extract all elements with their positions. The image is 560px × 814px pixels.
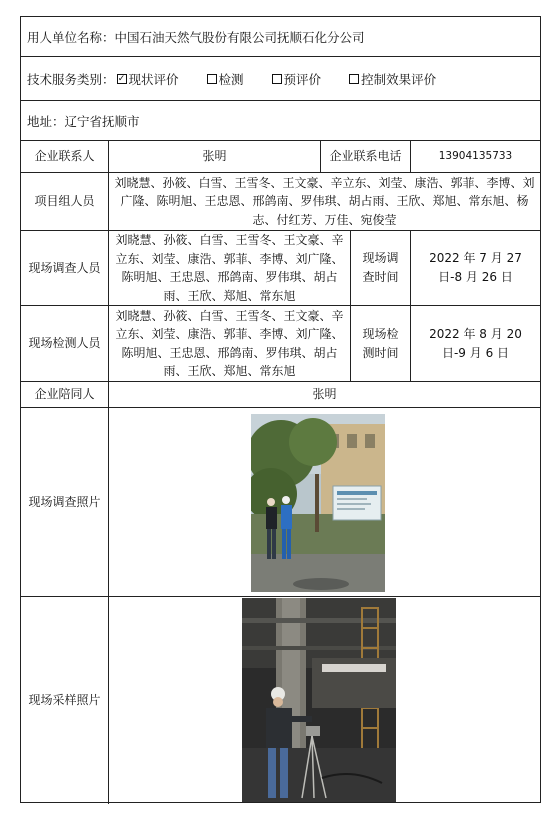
phone-label: 企业联系电话 [321, 141, 411, 172]
escort-row [21, 382, 540, 408]
survey-photo-image [251, 414, 385, 592]
option-label: 预评价 [283, 71, 322, 87]
escort-name: 张明 [312, 387, 337, 401]
sampling-photo [242, 598, 396, 802]
survey-time-label: 现场调查时间 [351, 231, 411, 305]
info-table [20, 16, 541, 803]
address-row [21, 101, 540, 141]
employer-row [21, 17, 540, 57]
service-row [21, 57, 540, 101]
option-detection[interactable] [207, 70, 244, 88]
testing-time-label: 现场检测时间 [351, 306, 411, 381]
checkbox-empty-icon [272, 74, 282, 84]
sampling-photo-label: 现场采样照片 [21, 597, 109, 804]
phone-value: 13904135733 [438, 150, 513, 162]
option-status-evaluation[interactable] [117, 70, 179, 88]
survey-photo [251, 414, 385, 592]
checkbox-checked-icon: ✓ [117, 73, 126, 84]
survey-time: 2022 年 7 月 27 日-8 月 26 日 [429, 251, 522, 284]
testing-members: 刘晓慧、孙筱、白雪、王雪冬、王文豪、辛立东、刘莹、康浩、郭菲、李博、刘广隆、陈明旭、王忠恩、邢鸽南、罗伟琪、胡占雨、王欣、郑旭、常东旭 [109, 306, 351, 381]
survey-row [21, 231, 540, 306]
option-label: 现状评价 [128, 71, 179, 87]
testing-time: 2022 年 8 月 20 日-9 月 6 日 [429, 326, 522, 360]
contact-name: 张明 [109, 141, 321, 172]
survey-photo-row [21, 408, 540, 597]
address-label: 地址： [27, 113, 65, 129]
service-cell [21, 57, 540, 100]
survey-photo-label: 现场调查照片 [21, 408, 109, 596]
contact-row [21, 141, 540, 173]
team-members: 刘晓慧、孙筱、白雪、王雪冬、王文豪、辛立东、刘莹、康浩、郭菲、李博、刘广隆、陈明旭、王忠恩、邢鸽南、罗伟琪、胡占雨、王欣、郑旭、常东旭、杨志、付红芳、万佳、宛俊莹 [114, 175, 535, 227]
sampling-photo-cell [109, 597, 540, 804]
employer-label: 用人单位名称： [27, 29, 115, 45]
survey-members: 刘晓慧、孙筱、白雪、王雪冬、王文豪、辛立东、刘莹、康浩、郭菲、李博、刘广隆、陈明旭、王忠恩、邢鸽南、罗伟琪、胡占雨、王欣、郑旭、常东旭 [109, 231, 351, 305]
survey-label: 现场调查人员 [21, 231, 109, 305]
testing-row [21, 306, 540, 382]
survey-photo-cell [109, 408, 540, 596]
employer-cell [21, 17, 540, 56]
checkbox-empty-icon [349, 74, 359, 84]
service-label: 技术服务类别： [27, 71, 115, 87]
address-value: 辽宁省抚顺市 [64, 113, 140, 129]
option-pre-evaluation[interactable] [272, 70, 322, 88]
team-row [21, 173, 540, 231]
contact-label: 企业联系人 [21, 141, 109, 172]
option-label: 控制效果评价 [361, 71, 437, 87]
escort-label: 企业陪同人 [21, 382, 109, 407]
team-label: 项目组人员 [21, 173, 109, 230]
sampling-photo-image [242, 598, 396, 802]
address-cell [21, 101, 540, 140]
option-label: 检测 [218, 71, 244, 87]
testing-label: 现场检测人员 [21, 306, 109, 381]
employer-name: 中国石油天然气股份有限公司抚顺石化分公司 [114, 29, 365, 45]
checkbox-empty-icon [207, 74, 217, 84]
sampling-photo-row [21, 597, 540, 804]
option-control-effect[interactable] [349, 70, 436, 88]
